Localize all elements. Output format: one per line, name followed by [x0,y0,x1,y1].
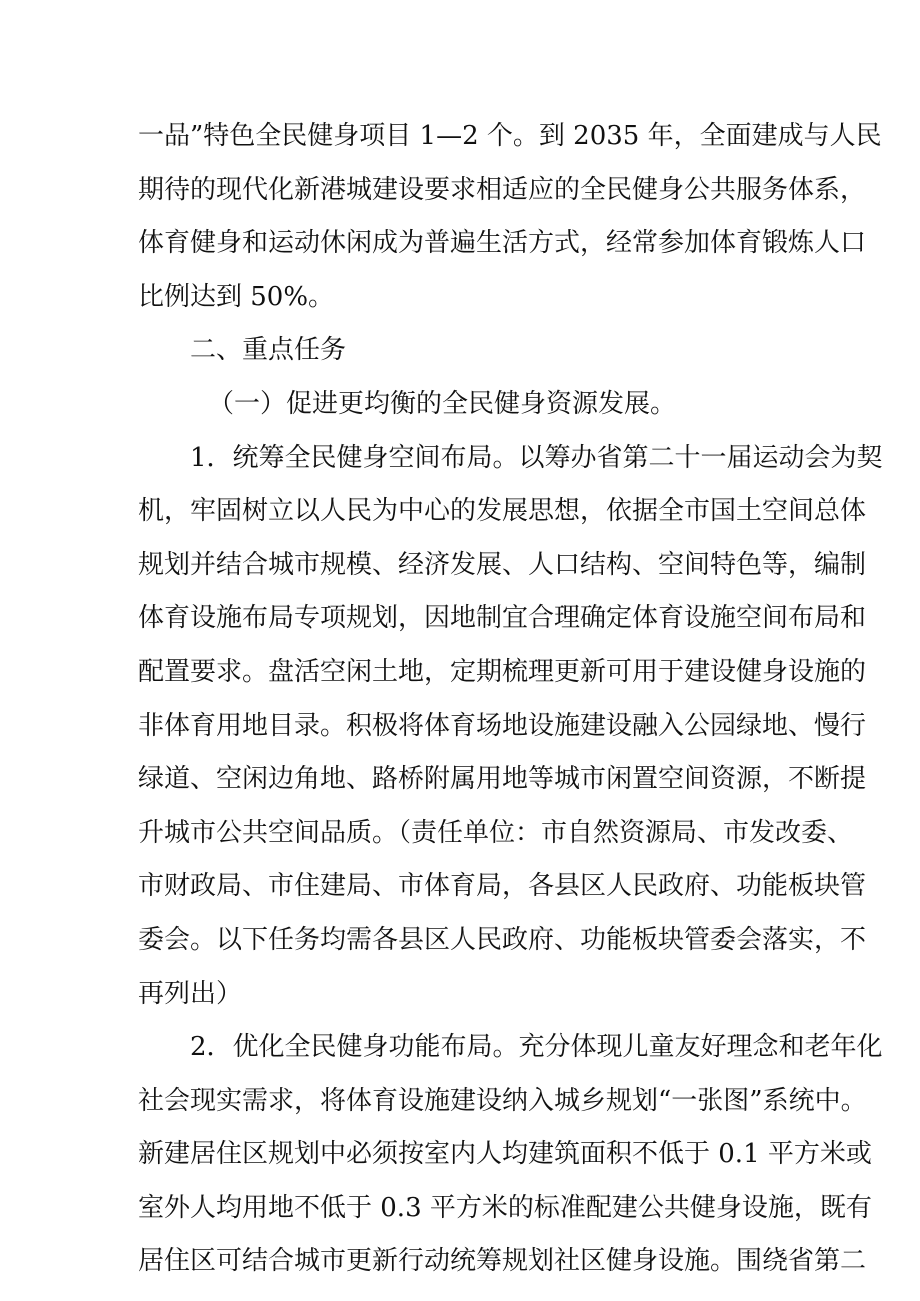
text-line: 居住区可结合城市更新行动统筹规划社区健身设施。围绕省第二 [138,1246,867,1277]
text-line: 市财政局、市住建局、市体育局，各县区人民政府、功能板块管 [138,871,867,902]
text-line: 再列出） [138,978,243,1009]
text-line: 体育设施布局专项规划，因地制宜合理确定体育设施空间布局和 [138,603,867,634]
text-line: 2．优化全民健身功能布局。充分体现儿童友好理念和老年化 [190,1032,883,1063]
text-line: 一品”特色全民健身项目 1—2 个。到 2035 年，全面建成与人民 [138,121,882,151]
text-line: 非体育用地目录。积极将体育场地设施建设融入公园绿地、慢行 [138,710,867,741]
document-body [138,110,883,1289]
text-line: 1．统筹全民健身空间布局。以筹办省第二十一届运动会为契 [190,442,883,473]
section-heading: 二、重点任务 [190,335,347,366]
text-line: 机，牢固树立以人民为中心的发展思想，依据全市国土空间总体 [138,496,867,527]
text-line: 配置要求。盘活空闲土地，定期梳理更新可用于建设健身设施的 [138,656,867,687]
subsection-heading: （一）促进更均衡的全民健身资源发展。 [208,388,677,419]
text-line: 委会。以下任务均需各县区人民政府、功能板块管委会落实，不 [138,924,867,955]
text-line: 室外人均用地不低于 0.3 平方米的标准配建公共健身设施，既有 [138,1192,872,1223]
text-line: 新建居住区规划中必须按室内人均建筑面积不低于 0.1 平方米或 [138,1139,872,1170]
text-line: 比例达到 50%。 [138,281,335,312]
text-line: 社会现实需求，将体育设施建设纳入城乡规划“一张图”系统中。 [138,1085,867,1116]
text-line: 绿道、空闲边角地、路桥附属用地等城市闲置空间资源，不断提 [138,764,867,795]
text-line: 规划并结合城市规模、经济发展、人口结构、空间特色等，编制 [138,549,867,580]
text-line: 期待的现代化新港城建设要求相适应的全民健身公共服务体系， [138,174,867,205]
text-line: 体育健身和运动休闲成为普遍生活方式，经常参加体育锻炼人口 [138,228,867,259]
text-line: 升城市公共空间品质。（责任单位：市自然资源局、市发改委、 [138,817,854,848]
